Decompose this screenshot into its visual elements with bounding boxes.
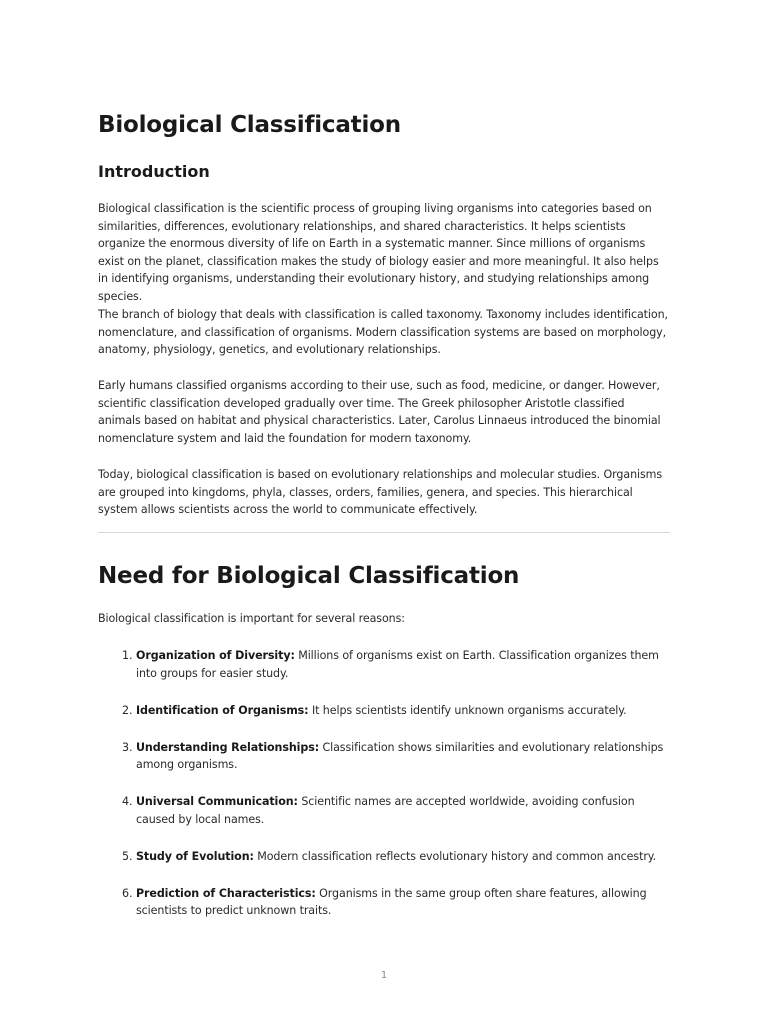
list-item-number: 4. [122,795,133,808]
list-item-term: Identification of Organisms: [136,703,309,717]
list-item [98,647,670,682]
list-item-term: Understanding Relationships: [136,740,320,754]
list-item-term: Organization of Diversity: [136,649,295,662]
list-item [98,739,670,774]
list-item-term: Prediction of Characteristics: [136,886,316,900]
list-item-text: Organisms in the same group often share features, allowing scientists to predict unknown traits. [136,886,647,917]
list-item [98,885,670,920]
reasons-list [98,647,670,939]
list-item [98,848,670,866]
list-item-number: 5. [122,849,133,863]
page-title: Biological Classification [98,112,401,138]
need-intro-text: Biological classification is important for several reasons: [98,612,405,625]
list-item-text: Scientific names are accepted worldwide, avoiding confusion caused by local names. [136,795,635,826]
section-heading-introduction: Introduction [98,162,210,181]
list-item [98,793,670,828]
list-item-number: 2. [122,703,133,717]
intro-paragraph: Biological classification is the scientific process of grouping living organisms into categories based on similarities, differences, evolutionary relationships, and shared characteristics. It helps scientists organize the enormous diversity of life on Earth in a systematic manner. Since millions of organisms exist on the planet, classification makes the study of biology easier and more meaningful. It also helps in identifying organisms, understanding their evolutionary history, and studying relationships among species. [98,202,659,303]
list-item-number: 3. [122,740,133,754]
list-item-number: 1. [122,649,133,662]
page-number: 1 [380,970,388,981]
intro-paragraph: Today, biological classification is based on evolutionary relationships and molecular studies. Organisms are grouped into kingdoms, phyla, classes, orders, families, genera, and species. This hierarchical system allows scientists across the world to communicate effectively. [98,468,663,516]
list-item-text: Modern classification reflects evolutionary history and common ancestry. [253,849,657,863]
list-item-text: Classification shows similarities and evolutionary relationships among organisms. [136,740,664,771]
list-item-term: Study of Evolution: [136,849,254,863]
section-heading-need: Need for Biological Classification [98,563,520,589]
list-item-text: Millions of organisms exist on Earth. Classification organizes them into groups for easier study. [136,649,659,680]
intro-paragraph: Early humans classified organisms according to their use, such as food, medicine, or danger. However, scientific classification developed gradually over time. The Greek philosopher Aristotle classified animals based on habitat and physical characteristics. Later, Carolus Linnaeus introduced the binomial nomenclature system and laid the foundation for modern taxonomy. [98,379,661,445]
list-item-number: 6. [122,886,133,900]
list-item [98,702,670,720]
list-item-text: It helps scientists identify unknown organisms accurately. [308,703,627,717]
intro-paragraph: The branch of biology that deals with classification is called taxonomy. Taxonomy includes identification, nomenclature, and classification of organisms. Modern classification systems are based on morphology, anatomy, physiology, genetics, and evolutionary relationships. [98,308,668,356]
section-divider [98,532,670,533]
list-item-term: Universal Communication: [136,795,298,808]
